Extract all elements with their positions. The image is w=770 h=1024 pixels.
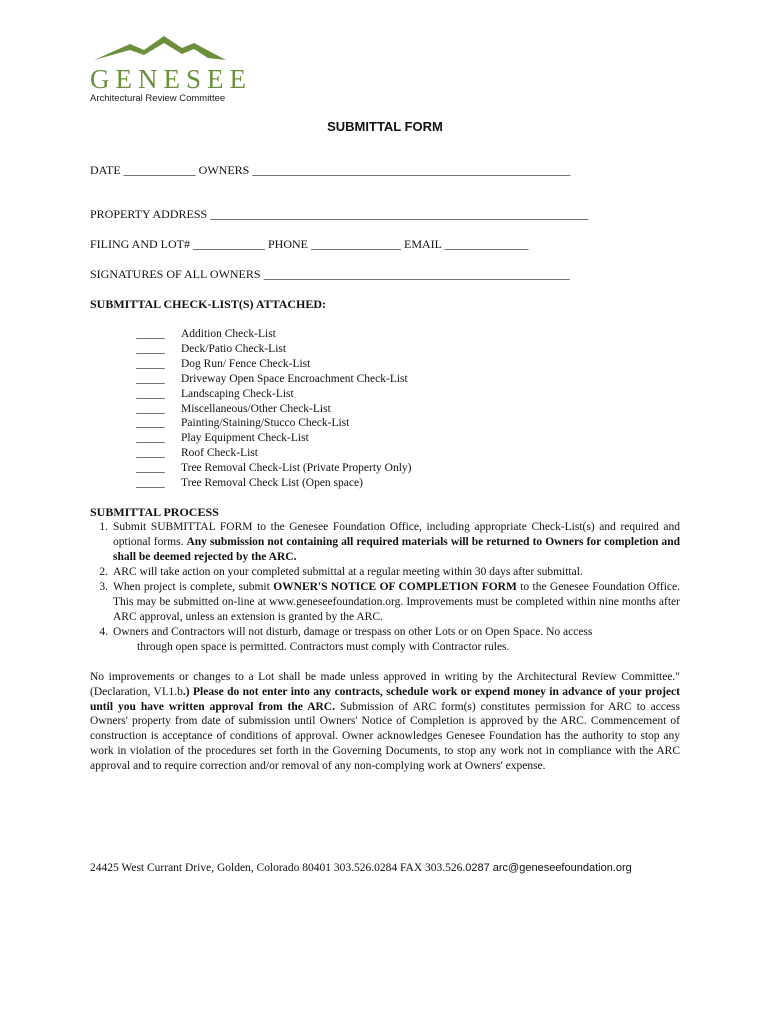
form-title: SUBMITTAL FORM	[327, 119, 443, 134]
process-step	[90, 580, 680, 625]
step-number: 1.	[99, 521, 108, 533]
list-item[interactable]	[136, 372, 412, 387]
check-label: Addition Check-List	[181, 328, 276, 340]
step-text	[113, 520, 680, 565]
list-item[interactable]	[136, 431, 412, 446]
check-label: Tree Removal Check-List (Private Property Only)	[181, 462, 412, 475]
checklist-heading: SUBMITTAL CHECK-LIST(S) ATTACHED:	[90, 297, 327, 311]
check-label: Play Equipment Check-List	[181, 432, 309, 445]
list-item[interactable]	[136, 461, 412, 476]
check-label: Roof Check-List	[181, 447, 258, 460]
list-item[interactable]	[136, 357, 412, 372]
step-number: 2.	[99, 566, 108, 578]
check-blank[interactable]: _____	[136, 357, 165, 370]
process-step	[90, 565, 680, 580]
mountains-icon	[90, 34, 230, 66]
filing-phone-email-field[interactable]: FILING AND LOT# ____________ PHONE _______________ EMAIL ______________	[90, 237, 529, 251]
check-blank[interactable]: _____	[136, 462, 165, 475]
paragraph-text: Submission of ARC form(s) constitutes permission for ARC to access Owners' property from date of submission until Owners' Notice of Completion is approved by the ARC. Commencement of construction is acceptance of conditions of approval. Owner acknowledges Genesee Foundation has the authority to stop any work in violation of the procedures set forth in the Governing Documents, to stop any work not in compliance with the ARC approval and to require correction and/or removal of any non-complying work at Owners' expense.	[90, 700, 680, 772]
step-text-normal: Submit SUBMITTAL FORM to the Genesee Foundation Office, including appropriate Check-List(s) and required and optional forms.	[113, 521, 680, 548]
step-number: 3.	[99, 581, 108, 593]
check-blank[interactable]: _____	[136, 432, 165, 445]
check-blank[interactable]: _____	[136, 328, 165, 340]
logo-wordmark: GENESEE	[90, 64, 252, 94]
process-step	[90, 625, 680, 655]
check-blank[interactable]: _____	[136, 417, 165, 430]
list-item[interactable]	[136, 476, 412, 491]
property-address-field[interactable]: PROPERTY ADDRESS _______________________________________________________________	[90, 207, 589, 221]
check-label: Painting/Staining/Stucco Check-List	[181, 417, 350, 430]
check-blank[interactable]: _____	[136, 477, 165, 490]
step-number: 4.	[99, 626, 108, 638]
step-text-bold: OWNER'S NOTICE OF COMPLETION FORM	[273, 581, 517, 593]
check-label: Landscaping Check-List	[181, 387, 294, 400]
process-step	[90, 520, 680, 565]
check-label: Miscellaneous/Other Check-List	[181, 402, 331, 415]
footer-address: 24425 West Currant Drive, Golden, Colorado 80401 303.526.0284 FAX 303.526.	[90, 862, 466, 874]
check-blank[interactable]: _____	[136, 402, 165, 415]
step-text-bold: Any submission not containing all required materials will be returned to Owners for completion and shall be deemed rejected by the ARC.	[113, 536, 680, 563]
paragraph-text: No improvements or changes to a Lot shall be made unless approved in writing by the Architectural Review Committee." (Declaration, VI.1.b	[90, 671, 680, 698]
check-label: Dog Run/ Fence Check-List	[181, 357, 311, 370]
step-text-normal: to the Genesee Foundation Office. This may be submitted on-line at www.geneseefoundation.org. Improvements must be completed within nine months after ARC approval, unless an extension is granted by the ARC.	[113, 581, 680, 623]
paragraph-bold: .) Please do not enter into any contracts, schedule work or expend money in advance of your project until you have written approval from the ARC.	[90, 685, 680, 713]
logo-subtitle: Architectural Review Committee	[90, 93, 226, 104]
list-item[interactable]	[136, 402, 412, 417]
footer-contact	[90, 862, 632, 874]
list-item[interactable]	[136, 342, 412, 357]
step-text-normal: Owners and Contractors will not disturb, damage or trespass on other Lots or on Open Space. No access	[113, 626, 593, 638]
step-text-normal: through open space is permitted. Contractors must comply with Contractor rules.	[137, 641, 510, 653]
step-text	[113, 580, 680, 625]
check-label: Tree Removal Check List (Open space)	[181, 477, 363, 490]
check-label: Driveway Open Space Encroachment Check-List	[181, 372, 408, 385]
genesee-logo	[90, 34, 252, 104]
check-blank[interactable]: _____	[136, 342, 165, 355]
process-heading: SUBMITTAL PROCESS	[90, 505, 219, 519]
step-text	[113, 625, 680, 655]
signatures-field[interactable]: SIGNATURES OF ALL OWNERS ___________________________________________________	[90, 267, 570, 281]
check-blank[interactable]: _____	[136, 387, 165, 400]
list-item[interactable]	[136, 416, 412, 431]
list-item[interactable]	[136, 446, 412, 461]
step-text: ARC will take action on your completed submittal at a regular meeting within 30 days after submittal.	[113, 566, 583, 578]
check-blank[interactable]: _____	[136, 447, 165, 460]
list-item[interactable]	[136, 327, 412, 342]
list-item[interactable]	[136, 387, 412, 402]
submittal-process-section	[90, 505, 680, 655]
step-text-normal: When project is complete, submit	[113, 581, 274, 593]
footer-email: 0287 arc@geneseefoundation.org	[465, 862, 632, 874]
date-owners-field[interactable]: DATE ____________ OWNERS _____________________________________________________	[90, 163, 571, 177]
approval-paragraph	[90, 670, 680, 774]
check-label: Deck/Patio Check-List	[181, 342, 287, 355]
checklist	[136, 327, 412, 491]
check-blank[interactable]: _____	[136, 372, 165, 385]
